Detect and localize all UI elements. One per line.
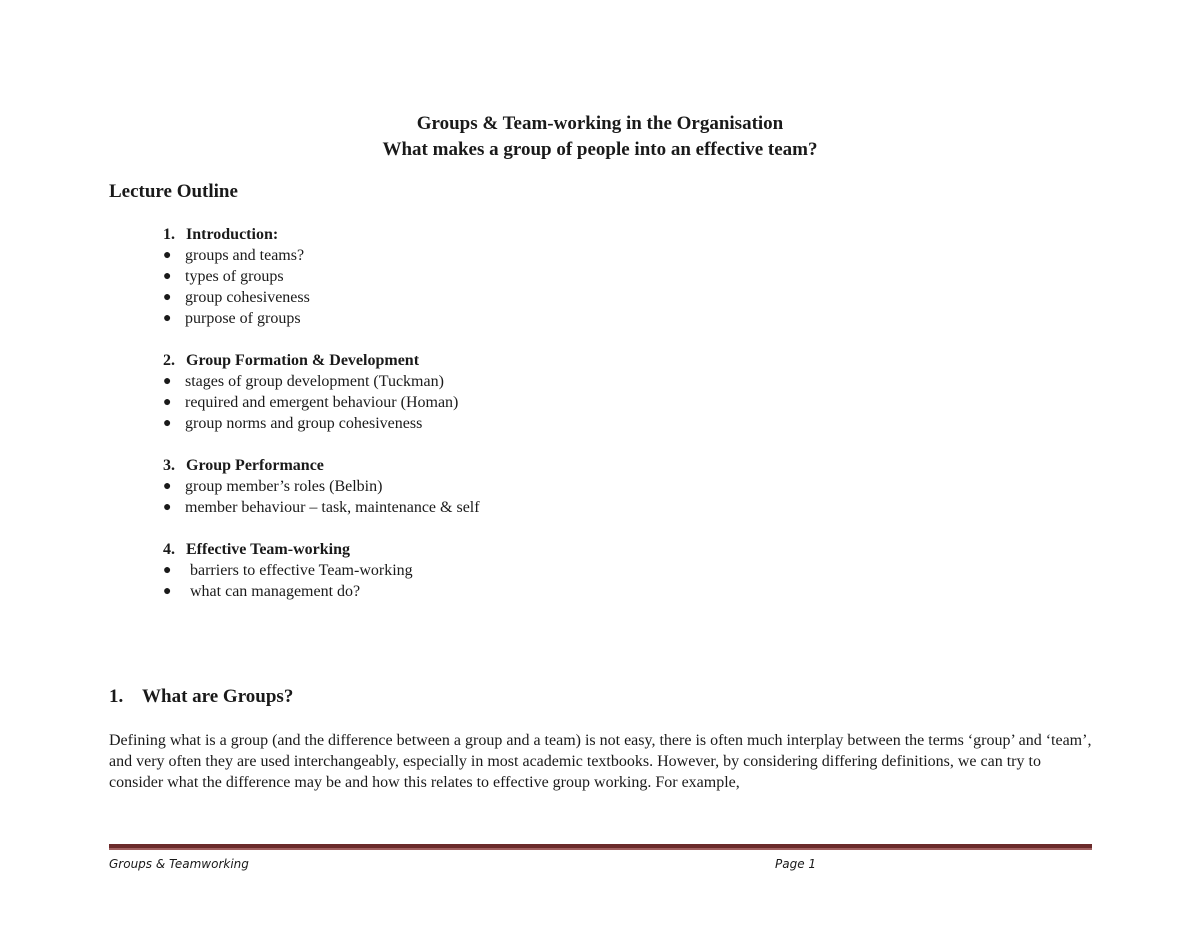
section-title: Group Performance xyxy=(186,457,324,474)
list-item: ● stages of group development (Tuckman) xyxy=(163,373,444,390)
lecture-outline-list xyxy=(163,224,863,623)
list-item: ● group member’s roles (Belbin) xyxy=(163,478,383,495)
section-title: Introduction: xyxy=(186,226,279,243)
section-number: 4. xyxy=(163,541,175,558)
list-item: ● group norms and group cohesiveness xyxy=(163,415,423,432)
bullet-icon: ● xyxy=(163,563,172,578)
list-item: ● what can management do? xyxy=(163,583,361,600)
section-heading xyxy=(163,539,863,560)
section-title: Group Formation & Development xyxy=(186,352,420,369)
bullet-icon: ● xyxy=(163,479,172,494)
list-item: ● purpose of groups xyxy=(163,310,301,327)
list-item: ● member behaviour – task, maintenance & self xyxy=(163,499,480,516)
bullet-icon: ● xyxy=(163,584,172,599)
list-item: ● groups and teams? xyxy=(163,247,305,264)
section-heading xyxy=(163,224,863,245)
section-title: Effective Team-working xyxy=(186,541,350,558)
bullet-icon: ● xyxy=(163,374,172,389)
list-item: ● types of groups xyxy=(163,268,284,285)
outline-section-introduction xyxy=(163,224,863,329)
section-number: 1. xyxy=(163,226,175,243)
footer-document-title: Groups & Teamworking xyxy=(109,857,249,871)
lecture-outline-heading: Lecture Outline xyxy=(109,181,238,202)
section-heading xyxy=(163,350,863,371)
outline-section-performance xyxy=(163,455,863,518)
bullet-icon: ● xyxy=(163,500,172,515)
section-number: 3. xyxy=(163,457,175,474)
bullet-icon: ● xyxy=(163,395,172,410)
title-line-2: What makes a group of people into an effective team? xyxy=(382,139,818,160)
bullet-icon: ● xyxy=(163,269,172,284)
document-title xyxy=(0,111,1200,163)
footer-divider xyxy=(109,844,1092,850)
section-heading xyxy=(163,455,863,476)
bullet-icon: ● xyxy=(163,248,172,263)
footer-page-number: Page 1 xyxy=(775,857,817,871)
outline-section-effective-teamworking xyxy=(163,539,863,602)
section-number: 2. xyxy=(163,352,175,369)
list-item: ● required and emergent behaviour (Homan) xyxy=(163,394,459,411)
bullet-icon: ● xyxy=(163,311,172,326)
list-item: ● group cohesiveness xyxy=(163,289,310,306)
body-paragraph: Defining what is a group (and the difference between a group and a team) is not easy, there is often much interplay between the terms ‘group’ and ‘team’, and very often they are used interchangeably, especially in most academic textbooks. However, by considering differing definitions, we can try to consider what the difference may be and how this relates to effective group working. For example, xyxy=(109,732,1092,791)
section-number: 1. xyxy=(109,686,124,707)
list-item: ● barriers to effective Team-working xyxy=(163,562,413,579)
section-1-heading xyxy=(109,685,293,709)
outline-section-formation xyxy=(163,350,863,434)
section-title: What are Groups? xyxy=(142,686,294,707)
bullet-icon: ● xyxy=(163,416,172,431)
title-line-1: Groups & Team-working in the Organisation xyxy=(416,113,784,134)
bullet-icon: ● xyxy=(163,290,172,305)
